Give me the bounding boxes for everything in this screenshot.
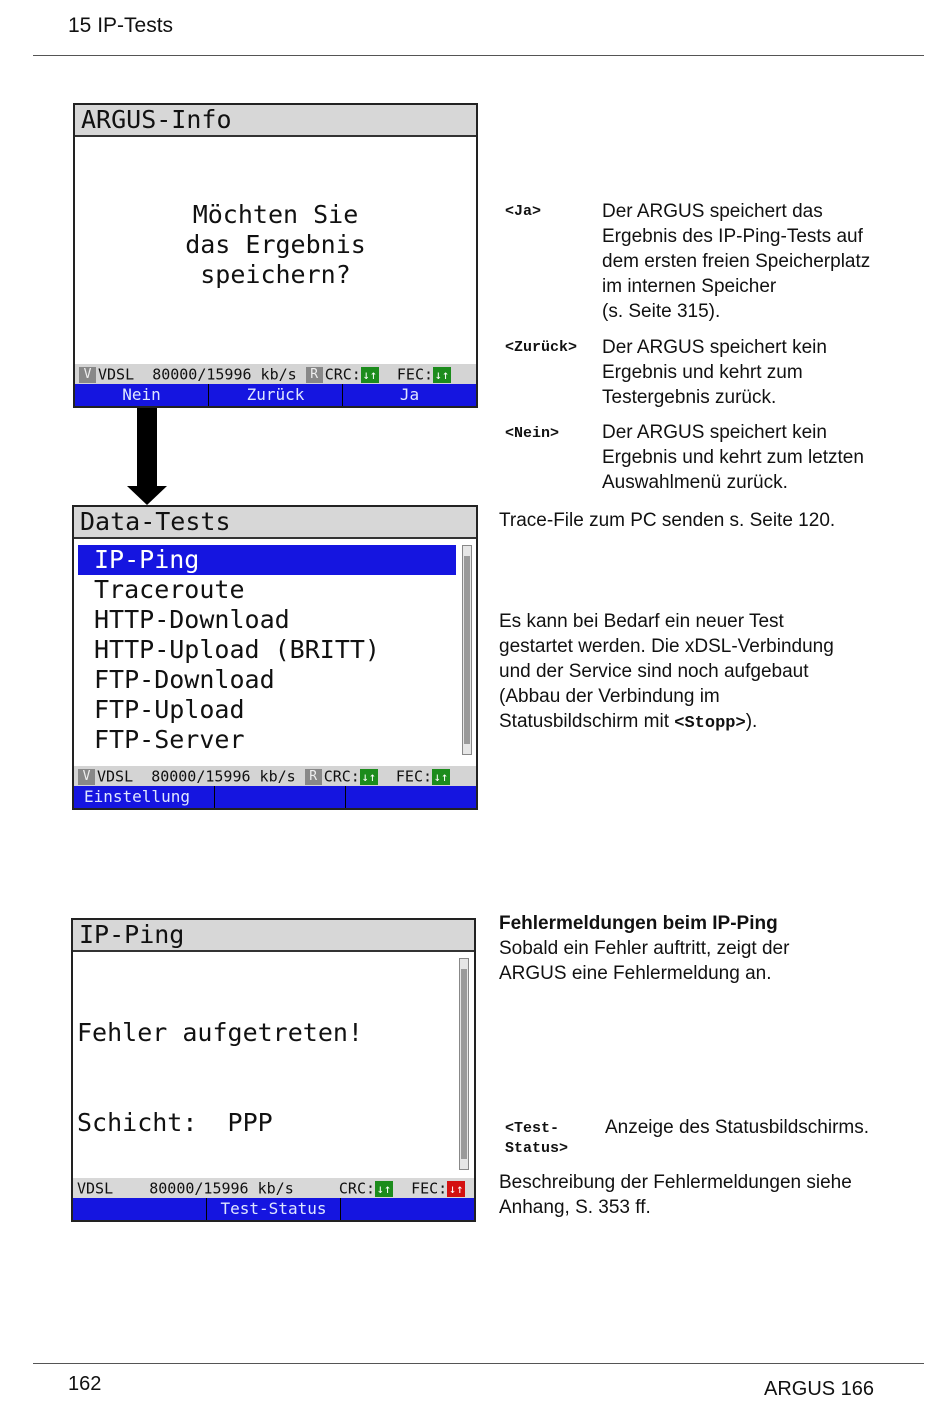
scrollbar[interactable]	[459, 958, 469, 1170]
error-message: Fehler aufgetreten! Schicht: PPP	[77, 1018, 363, 1137]
key-ja: <Ja>	[505, 203, 542, 220]
softkey-zurueck[interactable]: Zurück	[209, 384, 343, 406]
scrollbar[interactable]	[462, 545, 472, 755]
key-test-status: <Test- Status>	[505, 1120, 569, 1157]
fec-indicator-icon: ↓↑	[434, 367, 450, 382]
data-tests-screen	[72, 505, 478, 810]
status-bar: V VDSL 80000/15996 kb/s R CRC: ↓↑ FEC: ↓↑	[74, 766, 476, 786]
softkey-bar	[75, 384, 476, 406]
menu-item-ftp-download[interactable]: FTP-Download	[94, 665, 275, 694]
crc-indicator-icon: ↓↑	[376, 1181, 392, 1196]
new-test-paragraph: Es kann bei Bedarf ein neuer Test gestartet werden. Die xDSL-Verbindung und der Service sind noch aufgebaut (Abbau der Verbindung im Statusbildschirm mit <Stopp>).	[499, 611, 834, 733]
status-bar: VDSL 80000/15996 kb/s CRC: ↓↑ FEC: ↓↑	[73, 1178, 474, 1198]
product-name: ARGUS 166	[764, 1378, 875, 1400]
appendix-note: Beschreibung der Fehlermeldungen siehe Anhang, S. 353 ff.	[499, 1172, 852, 1218]
menu-item-ip-ping[interactable]: IP-Ping	[78, 545, 456, 575]
argus-info-screen	[73, 103, 478, 408]
softkey-empty-3	[341, 1198, 474, 1220]
error-section: Fehlermeldungen beim IP-Ping Sobald ein Fehler auftritt, zeigt der ARGUS eine Fehlermeldung an.	[499, 913, 790, 984]
screen-title: IP-Ping	[73, 920, 474, 952]
menu-item-ftp-server[interactable]: FTP-Server	[94, 725, 245, 754]
key-nein: <Nein>	[505, 425, 560, 442]
menu-item-http-upload[interactable]: HTTP-Upload (BRITT)	[94, 635, 380, 664]
section-heading: Fehlermeldungen beim IP-Ping	[499, 913, 778, 934]
softkey-ja[interactable]: Ja	[399, 385, 420, 404]
fec-error-indicator-icon: ↓↑	[448, 1181, 464, 1196]
softkey-test-status[interactable]: Test-Status	[207, 1198, 341, 1220]
footer-rule	[33, 1363, 924, 1364]
key-ja-description: Der ARGUS speichert das Ergebnis des IP-Ping-Tests auf dem ersten freien Speicherplatz im internen Speicher (s. Seite 315).	[602, 201, 871, 322]
down-arrow-icon	[125, 408, 169, 506]
menu-item-http-download[interactable]: HTTP-Download	[94, 605, 290, 634]
ip-ping-error-screen	[71, 918, 476, 1222]
fec-indicator-icon: ↓↑	[433, 769, 449, 784]
save-question: Möchten Sie das Ergebnis speichern?	[185, 200, 366, 289]
key-nein-description: Der ARGUS speichert kein Ergebnis und kehrt zum letzten Auswahlmenü zurück.	[602, 422, 864, 493]
status-bar: V VDSL 80000/15996 kb/s R CRC: ↓↑ FEC: ↓↑	[75, 364, 476, 384]
test-menu	[78, 545, 456, 755]
screen-title: Data-Tests	[74, 507, 476, 539]
menu-item-traceroute[interactable]: Traceroute	[94, 575, 245, 604]
softkey-bar	[74, 786, 476, 808]
trace-file-note: Trace-File zum PC senden s. Seite 120.	[499, 510, 836, 531]
screen-title: ARGUS-Info	[75, 105, 476, 137]
key-zurueck: <Zurück>	[505, 339, 578, 356]
softkey-einstellung[interactable]: Einstellung	[74, 786, 215, 808]
softkey-nein[interactable]: Nein	[75, 384, 209, 406]
crc-indicator-icon: ↓↑	[362, 367, 378, 382]
key-test-status-description: Anzeige des Statusbildschirms.	[605, 1117, 870, 1138]
page-number: 162	[68, 1373, 102, 1395]
crc-indicator-icon: ↓↑	[361, 769, 377, 784]
softkey-empty-2	[215, 786, 346, 808]
key-zurueck-description: Der ARGUS speichert kein Ergebnis und kehrt zum Testergebnis zurück.	[602, 337, 827, 408]
softkey-empty-3	[346, 786, 476, 808]
header-rule	[33, 55, 924, 56]
menu-item-ftp-upload[interactable]: FTP-Upload	[94, 695, 245, 724]
softkey-empty-1	[73, 1198, 207, 1220]
softkey-bar	[73, 1198, 474, 1220]
chapter-header: 15 IP-Tests	[68, 14, 174, 37]
